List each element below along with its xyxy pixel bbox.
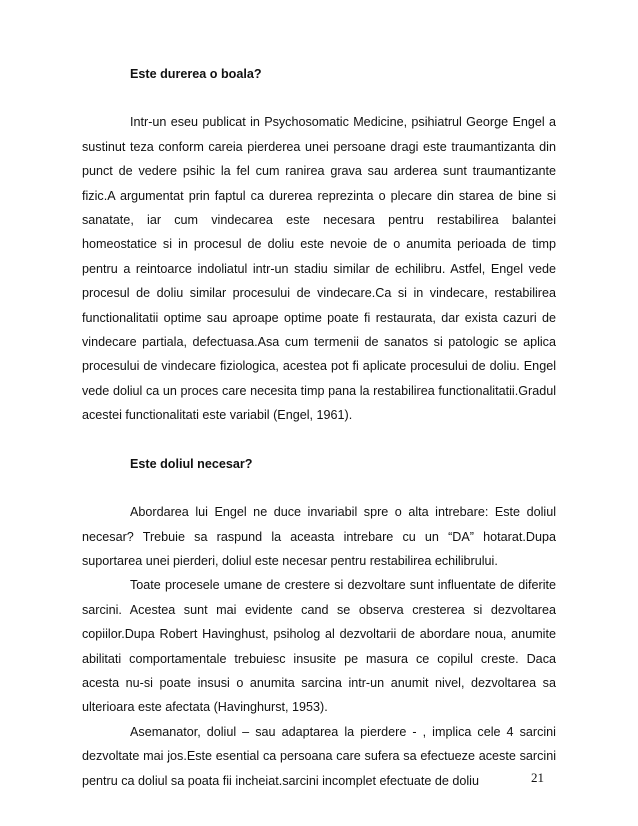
paragraph-four-tasks: Asemanator, doliul – sau adaptarea la pierdere - , implica cele 4 sarcini dezvoltate mai jos.Este esential ca persoana care sufera sa efectueze aceste sarcini pentru ca doliul sa poata fii incheiat.sarcini incomplet efectuate de doliu [82, 724, 556, 788]
spacer [82, 86, 556, 110]
paragraph-development-tasks: Toate procesele umane de crestere si dezvoltare sunt influentate de diferite sarcini. Acestea sunt mai evidente cand se observa cresterea si dezvoltarea copiilor.Dupa Robert Havinghust, psiholog al dezvoltarii de abordare noua, anumite abilitati comportamentale trebuiesc insusite pe masura ce copilul creste. Daca acesta nu-si poate insusi o anumita sarcina intr-un anumit nivel, dezvoltarea sa ulterioara este afectata (Havinghurst, 1953). [82, 578, 556, 715]
section-heading-durerea: Este durerea o boala? [130, 67, 262, 81]
paragraph-engel-essay: Intr-un eseu publicat in Psychosomatic Medicine, psihiatrul George Engel a sustinut teza conform careia pierderea unei persoane dragi este traumantizanta din punct de vedere psihic la fel cum ranirea grava sau arderea sunt traumantizante fizic.A argumentat prin faptul ca durerea reprezinta o plecare din starea de bine si sanatate, iar cum vindecarea este necesara pentru restabilirea balantei homeostatice si in procesul de doliu este nevoie de o anumita perioada de timp pentru a reintoarce indoliatul intr-un stadiu similar de echilibru. Astfel, Engel vede procesul de doliu similar procesului de vindecare.Ca si in vindecare, restabilirea functionalitatii optime sau aproape optime poate fi restaurata, dar exista cazuri de vindecare partiala, defectuasa.Asa cum termenii de sanatos si patologic se aplica procesului de vindecare fiziologica, acestea pot fi aplicate procesului de doliu. Engel vede doliul ca un proces care necesita timp pana la restabilirea functionalitatii.Gradul acestei functionalitati este variabil (Engel, 1961). [82, 115, 556, 423]
document-page [82, 62, 556, 793]
paragraph-engel-approach: Abordarea lui Engel ne duce invariabil spre o alta intrebare: Este doliul necesar? Trebuie sa raspund la aceasta intrebare cu un “DA” hotarat.Dupa suportarea unei pierderi, doliul este necesar pentru restabilirea echilibrului. [82, 505, 556, 568]
spacer [82, 476, 556, 500]
page-number: 21 [531, 770, 544, 785]
spacer [82, 428, 556, 452]
section-heading-doliul: Este doliul necesar? [130, 456, 253, 471]
